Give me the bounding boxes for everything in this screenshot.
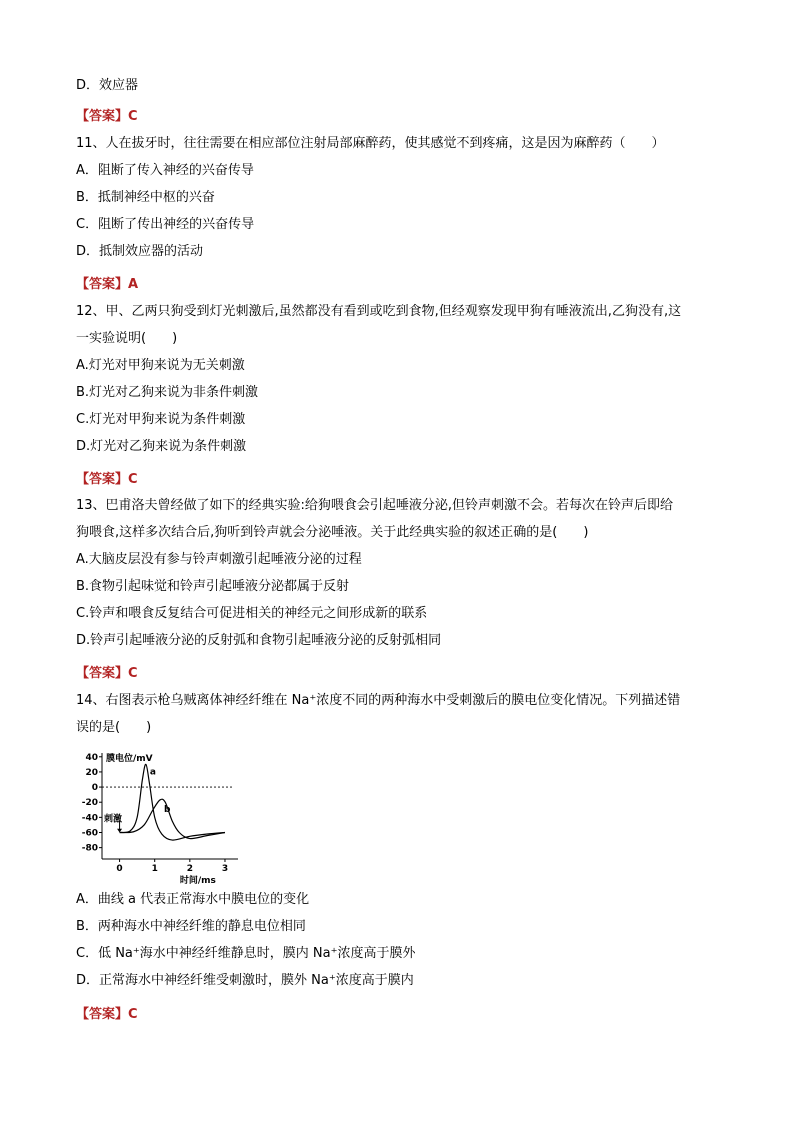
q12-option-d: D.灯光对乙狗来说为条件刺激 [76,439,247,454]
series-line-b [120,799,225,838]
q14-stem-line2: 误的是( ) [76,720,152,735]
x-tick-label: 1 [151,864,158,874]
y-axis-label: 膜电位/mV [106,754,153,764]
membrane-potential-chart [76,747,246,886]
answer-value: C [128,472,138,487]
x-axis-label: 时间/ms [179,876,216,886]
q14-option-d: D．正常海水中神经纤维受刺激时，膜外 Na⁺浓度高于膜内 [76,973,414,988]
q12-stem-line2: 一实验说明( ) [76,331,178,346]
x-tick-label: 2 [186,864,193,874]
answer-value: A [128,277,139,292]
y-tick-label: 20 [85,767,98,778]
y-tick-label: -80 [81,843,98,854]
answer-prefix: 【答案】 [76,109,129,124]
series-label-b: b [163,804,171,815]
y-tick-label: -60 [81,828,98,839]
q14-option-a: A．曲线 a 代表正常海水中膜电位的变化 [76,892,310,907]
answer-prefix: 【答案】 [76,277,129,292]
answer-value: C [128,666,138,681]
q12-option-c: C.灯光对甲狗来说为条件刺激 [76,412,246,427]
answer-prefix: 【答案】 [76,472,129,487]
q12-option-b: B.灯光对乙狗来说为非条件刺激 [76,385,259,400]
answer-12 [76,471,138,489]
q13-stem-line1: 13、巴甫洛夫曾经做了如下的经典实验:给狗喂食会引起唾液分泌,但铃声刺激不会。若每次在铃声后即给 [76,498,674,513]
y-tick-label: 0 [91,783,98,794]
q13-stem-line2: 狗喂食,这样多次结合后,狗听到铃声就会分泌唾液。关于此经典实验的叙述正确的是( ) [76,525,589,540]
q14-stem-line1: 14、右图表示枪乌贼离体神经纤维在 Na⁺浓度不同的两种海水中受刺激后的膜电位变化情况。下列描述错 [76,693,681,708]
option-d-effector: D．效应器 [76,78,139,93]
series-line-a [120,764,225,840]
answer-11 [76,276,138,294]
y-tick-label: -40 [81,813,98,824]
q12-stem-line1: 12、甲、乙两只狗受到灯光刺激后,虽然都没有看到或吃到食物,但经观察发现甲狗有唾液流出,乙狗没有,这 [76,304,682,319]
series-label-a: a [149,767,156,778]
y-tick-label: -20 [81,798,98,809]
q11-option-c: C．阻断了传出神经的兴奋传导 [76,217,255,232]
q11-option-b: B．抵制神经中枢的兴奋 [76,190,215,205]
q13-option-a: A.大脑皮层没有参与铃声刺激引起唾液分泌的过程 [76,552,362,567]
y-tick-label: 40 [85,752,98,763]
q12-option-a: A.灯光对甲狗来说为无关刺激 [76,358,245,373]
q14-option-b: B．两种海水中神经纤维的静息电位相同 [76,919,306,934]
q13-option-c: C.铃声和喂食反复结合可促进相关的神经元之间形成新的联系 [76,606,428,621]
q14-option-c: C．低 Na⁺海水中神经纤维静息时，膜内 Na⁺浓度高于膜外 [76,946,416,961]
q11-option-d: D．抵制效应器的活动 [76,244,204,259]
x-tick-label: 3 [221,864,229,874]
answer-prefix: 【答案】 [76,666,129,681]
q13-option-b: B.食物引起味觉和铃声引起唾液分泌都属于反射 [76,579,350,594]
answer-10 [76,108,138,126]
answer-value: C [128,1007,138,1022]
answer-value: C [128,109,138,124]
q11-stem: 11、人在拔牙时，往往需要在相应部位注射局部麻醉药，使其感觉不到疼痛，这是因为麻醉药（ ） [76,136,665,151]
q13-option-d: D.铃声引起唾液分泌的反射弧和食物引起唾液分泌的反射弧相同 [76,633,442,648]
stimulus-label: 刺激 [104,814,123,825]
answer-14 [76,1006,138,1024]
answer-13 [76,665,138,683]
x-tick-label: 0 [116,864,123,874]
q11-option-a: A．阻断了传入神经的兴奋传导 [76,163,254,178]
answer-prefix: 【答案】 [76,1007,129,1022]
